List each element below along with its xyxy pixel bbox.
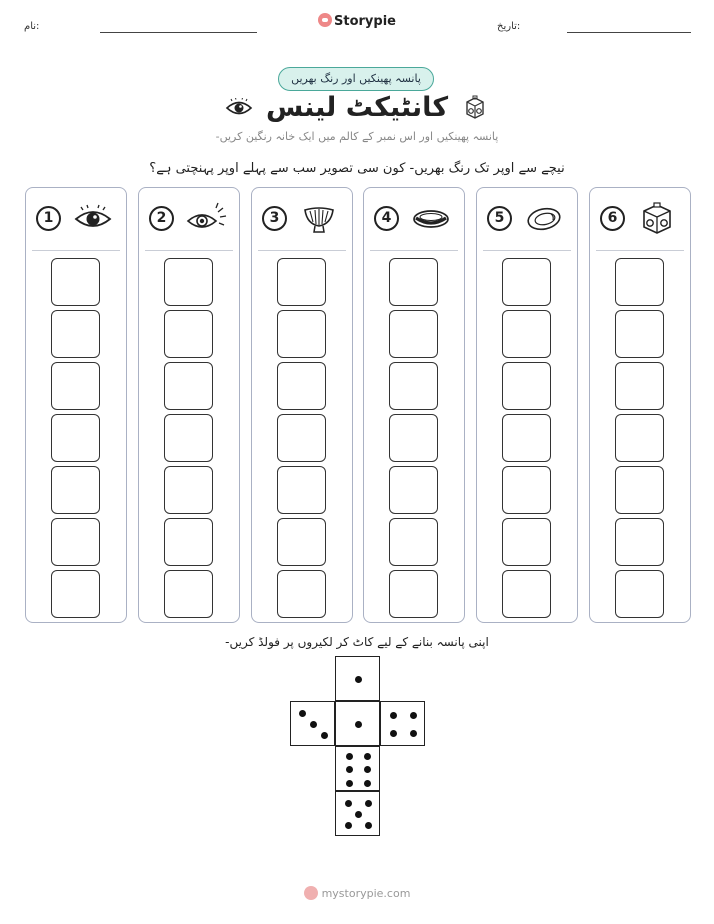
color-cell[interactable] — [389, 362, 438, 410]
color-cell[interactable] — [502, 310, 551, 358]
name-line[interactable] — [100, 32, 257, 33]
color-cell[interactable] — [164, 570, 213, 618]
column-1 — [25, 187, 127, 623]
dice-face-1 — [335, 701, 380, 746]
color-cell[interactable] — [164, 362, 213, 410]
column-number: 2 — [149, 206, 174, 231]
column-divider — [258, 250, 346, 251]
dice-pip — [345, 822, 352, 829]
column-number: 6 — [600, 206, 625, 231]
color-cell[interactable] — [615, 362, 664, 410]
color-cell[interactable] — [277, 258, 326, 306]
column-divider — [370, 250, 458, 251]
color-cell[interactable] — [51, 362, 100, 410]
column-divider — [483, 250, 571, 251]
title-row — [0, 92, 714, 123]
footer-url: mystorypie.com — [321, 887, 411, 900]
color-cell[interactable] — [277, 310, 326, 358]
color-cell[interactable] — [277, 414, 326, 462]
column-divider — [596, 250, 684, 251]
color-cell[interactable] — [277, 518, 326, 566]
date-label: تاریخ: — [497, 21, 521, 32]
dice-pip — [346, 766, 353, 773]
column-header — [36, 202, 116, 236]
dice-pip — [346, 753, 353, 760]
color-cell[interactable] — [164, 310, 213, 358]
instruction: نیچے سے اوپر تک رنگ بھریں- کون سی تصویر سب سے پہلے اوپر پہنچتی ہے؟ — [149, 161, 565, 176]
color-cell[interactable] — [615, 518, 664, 566]
subtitle: پانسہ پھینکیں اور اس نمبر کے کالم میں ایک خانہ رنگین کریں- — [215, 130, 499, 143]
dice-pip — [346, 780, 353, 787]
column-number: 3 — [262, 206, 287, 231]
color-cell[interactable] — [502, 258, 551, 306]
color-cell[interactable] — [51, 518, 100, 566]
lens-case-cup-icon — [298, 202, 340, 236]
dice-pip — [365, 822, 372, 829]
color-cell[interactable] — [389, 310, 438, 358]
dice-pip — [321, 732, 328, 739]
name-label: نام: — [24, 21, 40, 32]
column-number: 4 — [374, 206, 399, 231]
dice-pip — [355, 676, 362, 683]
brand-logo — [0, 13, 714, 29]
color-cell[interactable] — [277, 570, 326, 618]
color-cell[interactable] — [389, 518, 438, 566]
column-divider — [145, 250, 233, 251]
dice-pip — [355, 811, 362, 818]
color-cell[interactable] — [615, 258, 664, 306]
dice-pip — [345, 800, 352, 807]
dice-face-5 — [335, 791, 380, 836]
activity-pill: پانسہ پھینکیں اور رنگ بھریں — [278, 67, 434, 91]
column-header — [600, 202, 680, 236]
color-cell[interactable] — [502, 466, 551, 514]
color-cell[interactable] — [502, 570, 551, 618]
dice-pip — [299, 710, 306, 717]
color-cell[interactable] — [615, 414, 664, 462]
storypie-logo-icon — [304, 886, 318, 900]
color-cell[interactable] — [164, 258, 213, 306]
color-cell[interactable] — [502, 518, 551, 566]
color-cell[interactable] — [389, 414, 438, 462]
column-header — [374, 202, 454, 236]
color-cell[interactable] — [389, 466, 438, 514]
eye-icon — [72, 202, 114, 236]
color-cell[interactable] — [51, 570, 100, 618]
dice-face-3 — [290, 701, 335, 746]
color-cell[interactable] — [502, 362, 551, 410]
column-5 — [476, 187, 578, 623]
fold-instruction: اپنی پانسہ بنانے کے لیے کاٹ کر لکیروں پر فولڈ کریں- — [225, 635, 489, 649]
dice-pip — [310, 721, 317, 728]
dice-face-6 — [335, 746, 380, 791]
eye-icon — [225, 98, 253, 118]
color-cell[interactable] — [164, 518, 213, 566]
dice-pip — [364, 753, 371, 760]
dice-pip — [355, 721, 362, 728]
dice-pip — [390, 730, 397, 737]
lens-dish-icon — [410, 202, 452, 236]
sparkling-eye-icon — [185, 202, 227, 236]
color-cell[interactable] — [615, 310, 664, 358]
column-2 — [138, 187, 240, 623]
dice-face-4 — [380, 701, 425, 746]
color-cell[interactable] — [615, 466, 664, 514]
color-cell[interactable] — [277, 466, 326, 514]
color-cell[interactable] — [51, 258, 100, 306]
color-cell[interactable] — [389, 258, 438, 306]
column-header — [149, 202, 229, 236]
column-number: 5 — [487, 206, 512, 231]
dice-pip — [390, 712, 397, 719]
dice-face-1 — [335, 656, 380, 701]
lens-box-icon — [461, 94, 489, 122]
storypie-logo-icon — [318, 13, 332, 27]
color-cell[interactable] — [164, 414, 213, 462]
footer — [0, 886, 714, 900]
page-title: کانٹیکٹ لینس — [265, 92, 449, 123]
dice-pip — [364, 780, 371, 787]
color-cell[interactable] — [277, 362, 326, 410]
dice-pip — [364, 766, 371, 773]
dice-pip — [365, 800, 372, 807]
dice-pip — [410, 730, 417, 737]
color-cell[interactable] — [51, 466, 100, 514]
color-cell[interactable] — [164, 466, 213, 514]
column-divider — [32, 250, 120, 251]
contact-lens-icon — [523, 202, 565, 236]
column-6 — [589, 187, 691, 623]
dice-pip — [410, 712, 417, 719]
brand-name: Storypie — [334, 14, 396, 29]
color-cell[interactable] — [502, 414, 551, 462]
color-cell[interactable] — [615, 570, 664, 618]
column-4 — [363, 187, 465, 623]
column-number: 1 — [36, 206, 61, 231]
lens-box-icon — [636, 202, 678, 236]
column-header — [262, 202, 342, 236]
color-cell[interactable] — [51, 310, 100, 358]
color-cell[interactable] — [389, 570, 438, 618]
date-line[interactable] — [567, 32, 691, 33]
column-3 — [251, 187, 353, 623]
color-cell[interactable] — [51, 414, 100, 462]
column-header — [487, 202, 567, 236]
